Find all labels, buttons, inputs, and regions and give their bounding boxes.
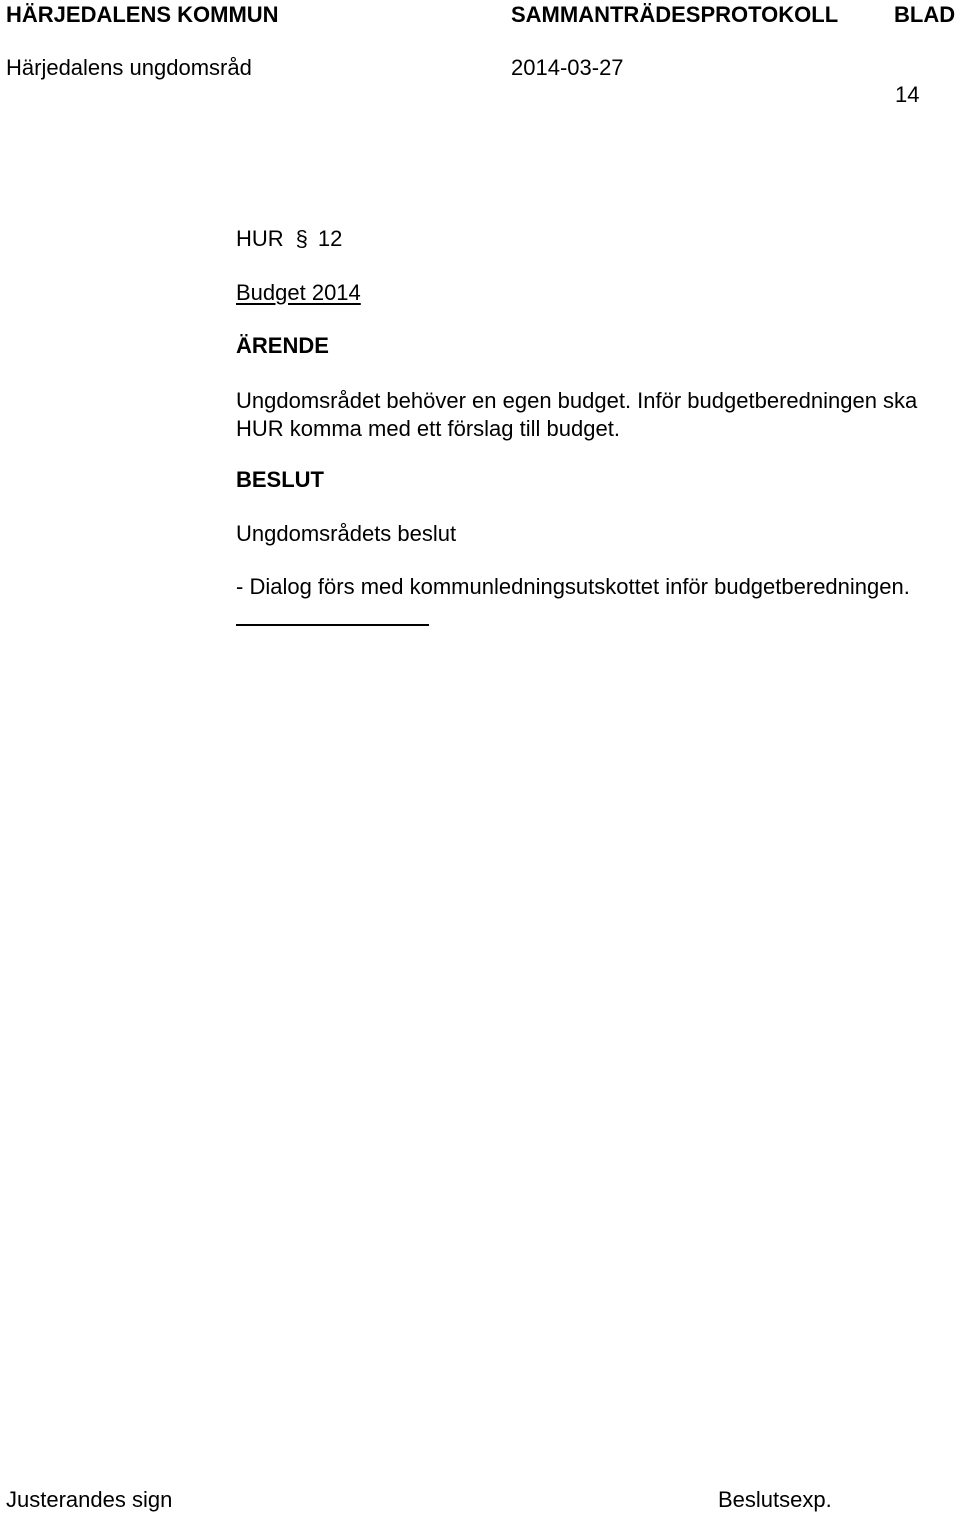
page-label: BLAD	[894, 2, 956, 27]
footer-dispatch-label: Beslutsexp.	[718, 1487, 832, 1512]
item-code: HUR	[236, 226, 284, 251]
arende-text: Ungdomsrådet behöver en egen budget. Inför budgetberedningen ska HUR komma med ett förslag till budget.	[236, 388, 918, 441]
section-divider	[236, 624, 429, 626]
item-number: 12	[317, 226, 343, 251]
item-title: Budget 2014	[236, 280, 361, 305]
footer-signature-label: Justerandes sign	[6, 1487, 173, 1512]
beslut-subheading: Ungdomsrådets beslut	[236, 521, 457, 546]
body-name: Härjedalens ungdomsråd	[6, 55, 252, 80]
section-symbol: §	[295, 226, 308, 251]
document-type: SAMMANTRÄDESPROTOKOLL	[511, 2, 839, 27]
meeting-date: 2014-03-27	[511, 55, 624, 80]
decision-text: - Dialog förs med kommunledningsutskottet inför budgetberedningen.	[236, 574, 910, 599]
beslut-heading: BESLUT	[236, 467, 324, 492]
page-number: 14	[895, 82, 920, 107]
municipality-name: HÄRJEDALENS KOMMUN	[6, 2, 279, 27]
arende-heading: ÄRENDE	[236, 333, 329, 358]
item-identifier	[236, 228, 342, 250]
